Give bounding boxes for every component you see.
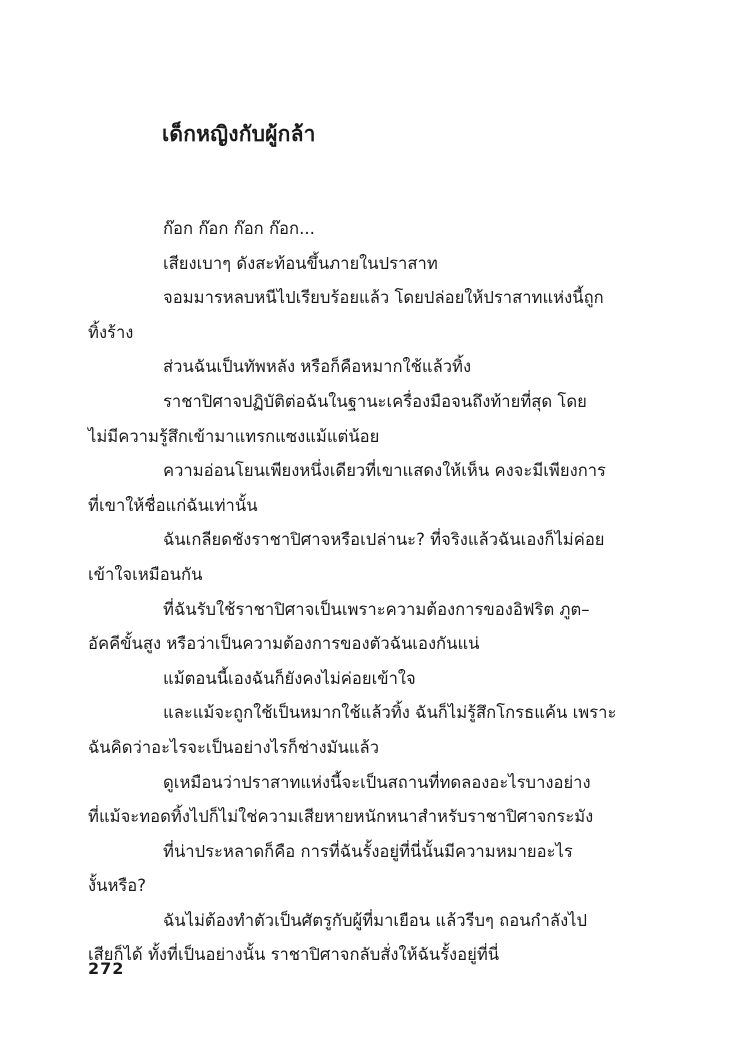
text-line: ดูเหมือนว่าปราสาทแห่งนี้จะเป็นสถานที่ทดลองอะไรบางอย่าง: [163, 772, 591, 792]
text-line: ฉันคิดว่าอะไรจะเป็นอย่างไรก็ช่างมันแล้ว: [88, 737, 380, 757]
text-line: ฉันไม่ต้องทำตัวเป็นศัตรูกับผู้ที่มาเยือน แล้วรีบๆ ถอนกำลังไป: [163, 910, 588, 930]
body-text: [88, 212, 654, 973]
text-line: ไม่มีความรู้สึกเข้ามาแทรกแซงแม้แต่น้อย: [88, 426, 380, 446]
text-line: แม้ตอนนี้เองฉันก็ยังคงไม่ค่อยเข้าใจ: [163, 668, 416, 688]
text-line: ส่วนฉันเป็นทัพหลัง หรือก็คือหมากใช้แล้วทิ้ง: [163, 357, 472, 377]
text-line: จอมมารหลบหนีไปเรียบร้อยแล้ว โดยปล่อยให้ปราสาทแห่งนี้ถูก: [163, 288, 604, 308]
text-line: ทิ้งร้าง: [88, 322, 134, 342]
text-line: ฉันเกลียดชังราชาปิศาจหรือเปล่านะ? ที่จริงแล้วฉันเองก็ไม่ค่อย: [163, 530, 605, 550]
text-line: ก๊อก ก๊อก ก๊อก ก๊อก...: [163, 219, 315, 238]
page-number: 272: [88, 959, 125, 978]
text-line: งั้นหรือ?: [88, 876, 147, 896]
text-line: อัคคีขั้นสูง หรือว่าเป็นความต้องการของตัวฉันเองกันแน่: [88, 634, 480, 654]
text-line: เสียก็ได้ ทั้งที่เป็นอย่างนั้น ราชาปิศาจกลับสั่งให้ฉันรั้งอยู่ที่นี่: [88, 945, 500, 965]
text-line: ราชาปิศาจปฏิบัติต่อฉันในฐานะเครื่องมือจนถึงท้ายที่สุด โดย: [163, 391, 587, 411]
text-line: เสียงเบาๆ ดังสะท้อนขึ้นภายในปราสาท: [163, 253, 438, 273]
text-line: ที่น่าประหลาดก็คือ การที่ฉันรั้งอยู่ที่นี่นั้นมีความหมายอะไร: [163, 841, 573, 861]
text-line: เข้าใจเหมือนกัน: [88, 564, 203, 584]
text-line: ความอ่อนโยนเพียงหนึ่งเดียวที่เขาแสดงให้เห็น คงจะมีเพียงการ: [163, 461, 606, 481]
text-line: ที่ฉันรับใช้ราชาปิศาจเป็นเพราะความต้องการของอิฟริต ภูต–: [163, 599, 590, 619]
text-line: ที่เขาให้ชื่อแก่ฉันเท่านั้น: [88, 495, 258, 515]
text-line: ที่แม้จะทอดทิ้งไปก็ไม่ใช่ความเสียหายหนักหนาสำหรับราชาปิศาจกระมัง: [88, 807, 594, 827]
text-line: และแม้จะถูกใช้เป็นหมากใช้แล้วทิ้ง ฉันก็ไม่รู้สึกโกรธแค้น เพราะ: [163, 703, 617, 723]
chapter-title: เด็กหญิงกับผู้กล้า: [162, 122, 316, 146]
